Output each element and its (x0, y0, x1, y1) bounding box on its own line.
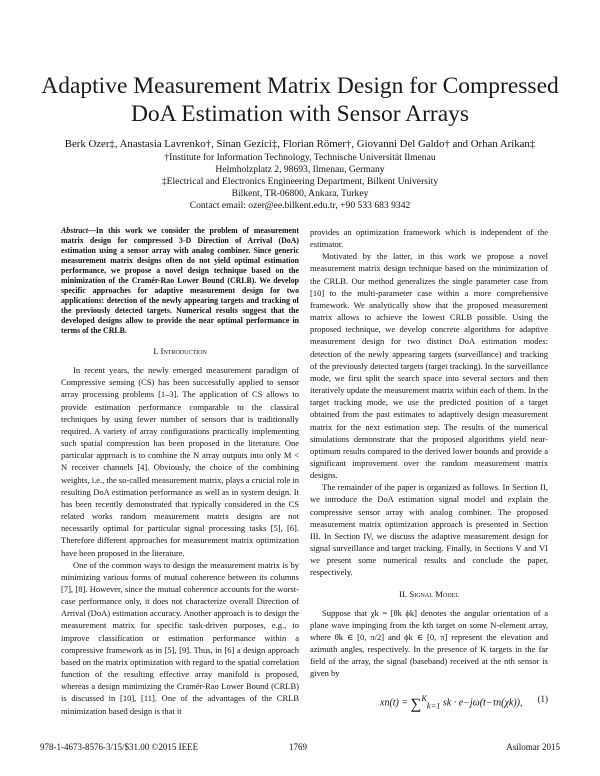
abstract-text: —In this work we consider the problem of measurement matrix design for compressed 3-D Direction of Arrival (DoA) estimation using a sensor array with analog combiner. Since generic measurement matrix designs often do not yield optimal estimation performance, we propose a novel design technique based on the minimization of the Cramér-Rao Lower Bound (CRLB). We develop specific approaches for adaptive measurement design for two applications: detection of the newly appearing targets and tracking of the previously detected targets. Numerical results suggest that the developed designs allow to provide the near optimal performance in terms of the CRLB. (61, 226, 299, 335)
footer-page-number: 1769 (289, 742, 307, 752)
section-heading-introduction: I. Introduction (153, 346, 207, 356)
contact-email: Contact email: ozer@ee.bilkent.edu.tr, +90 533 683 9342 (189, 200, 411, 211)
equation-expression (380, 693, 523, 712)
affiliation-line: †Institute for Information Technology, Technische Universität Ilmenau (164, 152, 436, 163)
equation-lhs: xn(t) = (380, 696, 411, 708)
right-column (310, 226, 548, 720)
sum-lower-limit: k=1 (426, 700, 441, 710)
left-column (61, 226, 299, 717)
summation-symbol: ∑ (410, 695, 422, 712)
footer-venue: Asilomar 2015 (506, 742, 560, 752)
affiliations (40, 152, 560, 212)
equation-rhs: sk · e−jω(t−τn(χk)), (440, 696, 523, 708)
section-heading-signal-model: II. Signal Model (399, 588, 459, 599)
abstract (61, 226, 299, 336)
abstract-lead: Abstract (61, 226, 89, 235)
paragraph: Suppose that χk = [θk ϕk] denotes the angular orientation of a plane wave impinging from the kth target on some N-element array, where θk ∈ [0, π/2] and ϕk ∈ [0, π] represent the elevation and azimuth angles, respectively. In the presence of K targets in the far field of the array, the signal (baseband) received at the nth sensor is given by (310, 607, 548, 679)
equation-number: (1) (537, 693, 548, 704)
equation-1 (310, 686, 548, 716)
paragraph: In recent years, the newly emerged measurement paradigm of Compressive sensing (CS) has been successfully applied to sensor array processing problems [1–3]. The application of CS allows to provide estimation performance comparable to the classical techniques by using fewer number of sensors that is traditionally required. A variety of array configurations practically implementing such spatial compression has been proposed in the literature. One particular approach is to combine the N array outputs into only M < N receiver channels [4]. Obviously, the choice of the combining weights, i.e., the so-called measurement matrix, plays a crucial role in resulting DoA estimation performance as well as in system design. It has been recently demonstrated that typically considered in the CS related works random measurement matrix designs are not necessarily optimal for particular signal processing tasks [5], [6]. Therefore different approaches for measurement matrix optimization have been proposed in the literature. (61, 365, 299, 558)
paragraph: provides an optimization framework which is independent of the estimator. (310, 227, 548, 250)
author-list: Berk Ozer‡, Anastasia Lavrenko†, Sinan Gezici‡, Florian Römer†, Giovanni Del Galdo† and Orhan Arikan‡ (64, 138, 536, 150)
paper-title: Adaptive Measurement Matrix Design for Compressed DoA Estimation with Sensor Arrays (41, 73, 559, 127)
sum-upper-limit: K (421, 693, 427, 703)
paragraph: The remainder of the paper is organized as follows. In Section II, we introduce the DoA estimation signal model and explain the compressive sensor array with analog combiner. The proposed measurement matrix optimization approach is presented in Section III. In Section IV, we discuss the adaptive measurement design for signal surveillance and target tracking. Finally, in Sections V and VI we present some numerical results and conclude the paper, respectively. (310, 482, 548, 578)
footer-isbn: 978-1-4673-8576-3/15/$31.00 ©2015 IEEE (40, 742, 199, 752)
affiliation-line: Helmholzplatz 2, 98693, Ilmenau, Germany (215, 164, 385, 175)
affiliation-line: ‡Electrical and Electronics Engineering Department, Bilkent University (161, 176, 439, 187)
affiliation-line: Bilkent, TR-06800, Ankara, Turkey (231, 188, 369, 199)
paragraph: Motivated by the latter, in this work we propose a novel measurement matrix design technique based on the minimization of the CRLB. Our method generalizes the single parameter case from [10] to the multi-parameter case within a more comprehensive framework. We analytically show that the proposed measurement matrix allows to achieve the lowest CRLB possible. Using the proposed technique, we develop concrete algorithms for adaptive measurement design for two distinct DoA estimation modes: detection of the newly appearing targets (surveillance) and tracking of the previously detected targets (target tracking). In the surveillance mode, we first split the search space into several sectors and then iteratively update the measurement matrix within each of them. In the target tracking mode, we use the predicted position of a target obtained from the past estimates to adaptively design measurement matrix for the next estimation step. The results of the numerical simulations demonstrate that the proposed algorithms yield near-optimum results compared to the derived lower bounds and provide a significant improvement over the random measurement matrix designs. (310, 251, 548, 481)
paragraph: One of the common ways to design the measurement matrix is by minimizing various forms of mutual coherence between its columns [7], [8]. However, since the mutual coherence accounts for the worst-case performance only, it does not characterize overall Direction of Arrival (DoA) estimation accuracy. Another approach is to design the measurement matrix for specific task-driven purposes, e.g., to improve classification or estimation performance within a compressive framework as in [5], [9]. Thus, in [6] a design approach based on the matrix optimization with regard to the spatial correlation function of the resulting effective array manifold is proposed, whereas a design minimizing the Cramér-Rao Lower Bound (CRLB) is discussed in [10], [11]. One of the advantages of the CRLB minimization based design is that it (61, 559, 299, 716)
